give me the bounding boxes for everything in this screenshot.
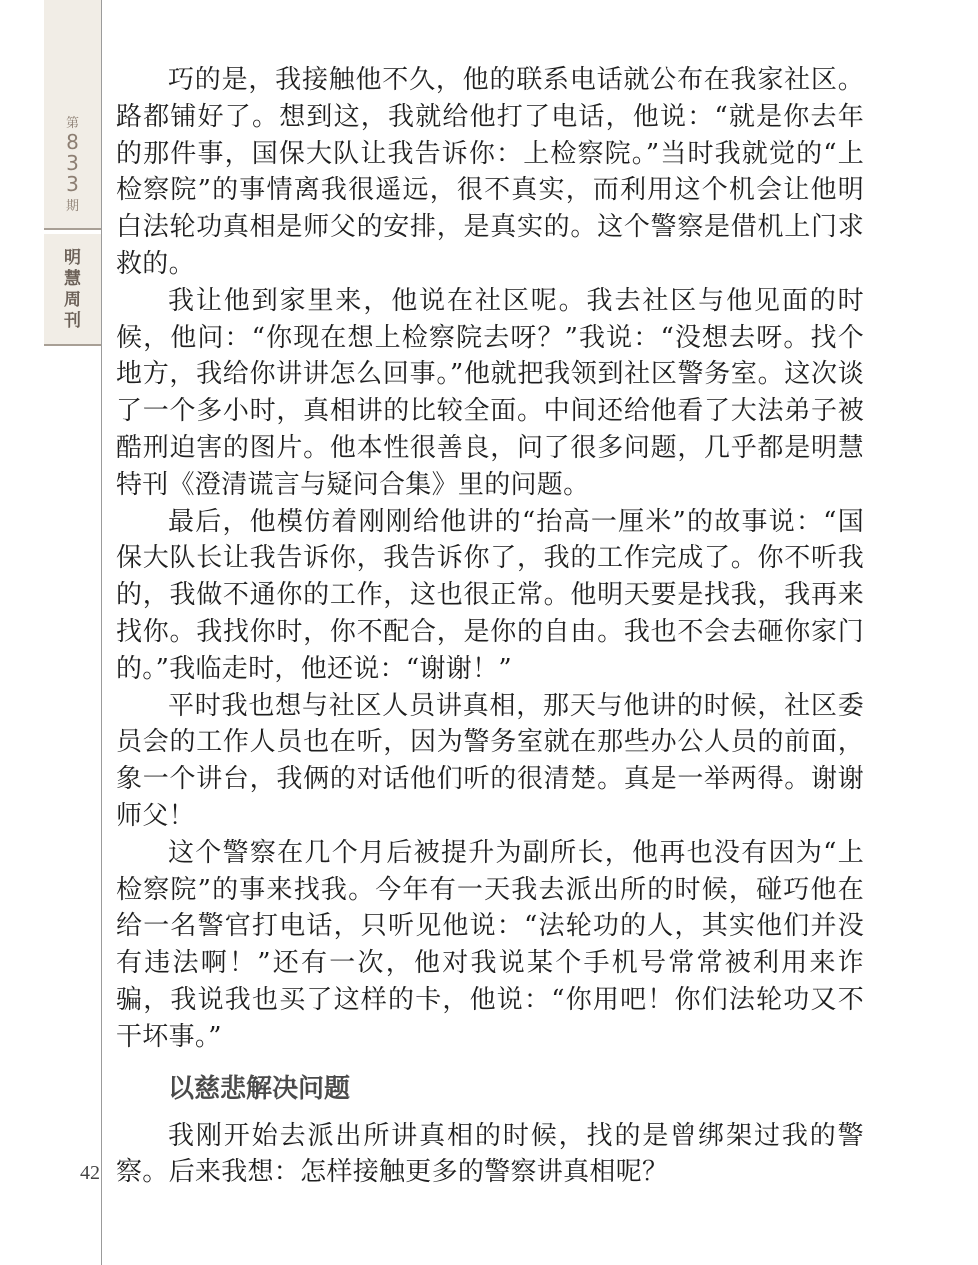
paragraph: 平时我也想与社区人员讲真相，那天与他讲的时候，社区委员会的工作人员也在听，因为警务室就在那些办公人员的前面，象一个讲台，我俩的对话他们听的很清楚。真是一举两得。谢谢师父！ xyxy=(116,690,864,831)
magazine-label xyxy=(44,234,101,346)
paragraph: 我让他到家里来，他说在社区呢。我去社区与他见面的时候，他问：“你现在想上检察院去呀？”我说：“没想去呀。找个地方，我给你讲讲怎么回事。”他就把我领到社区警务室。这次谈了一个多小时，真相讲的比较全面。中间还给他看了大法弟子被酷刑迫害的图片。他本性很善良，问了很多问题，几乎都是明慧特刊《澄清谎言与疑问合集》里的问题。 xyxy=(116,285,864,500)
article-body xyxy=(116,62,864,1191)
section-heading: 以慈悲解决问题 xyxy=(168,1073,351,1104)
paragraph: 我刚开始去派出所讲真相的时候，找的是曾绑架过我的警察。后来我想：怎样接触更多的警察讲真相呢？ xyxy=(116,1120,864,1188)
paragraph: 这个警察在几个月后被提升为副所长，他再也没有因为“上检察院”的事来找我。今年有一天我去派出所的时候，碰巧他在给一名警官打电话，只听见他说：“法轮功的人，其实他们并没有违法啊！”还有一次，他对我说某个手机号常常被利用来诈骗，我说我也买了这样的卡，他说：“你用吧！你们法轮功又不干坏事。” xyxy=(116,837,864,1052)
page-number: 42 xyxy=(80,1162,100,1184)
issue-label xyxy=(44,0,101,230)
paragraph: 最后，他模仿着刚刚给他讲的“抬高一厘米”的故事说：“国保大队长让我告诉你，我告诉你了，我的工作完成了。你不听我的，我做不通你的工作，这也很正常。他明天要是找我，我再来找你。我找你时，你不配合，是你的自由。我也不会去砸你家门的。”我临走时，他还说：“谢谢！” xyxy=(116,506,864,684)
margin-rule xyxy=(101,0,102,1265)
paragraph: 巧的是，我接触他不久，他的联系电话就公布在我家社区。路都铺好了。想到这，我就给他打了电话，他说：“就是你去年的那件事，国保大队让我告诉你：上检察院。”当时我就觉的“上检察院”的事情离我很遥远，很不真实，而利用这个机会让他明白法轮功真相是师父的安排，是真实的。这个警察是借机上门求救的。 xyxy=(116,65,864,279)
issue-number: 8 3 3 xyxy=(66,130,79,196)
issue-prefix: 第 xyxy=(65,116,79,131)
magazine-name: 明 慧 周 刊 xyxy=(64,248,81,331)
issue-suffix: 期 xyxy=(65,199,79,214)
